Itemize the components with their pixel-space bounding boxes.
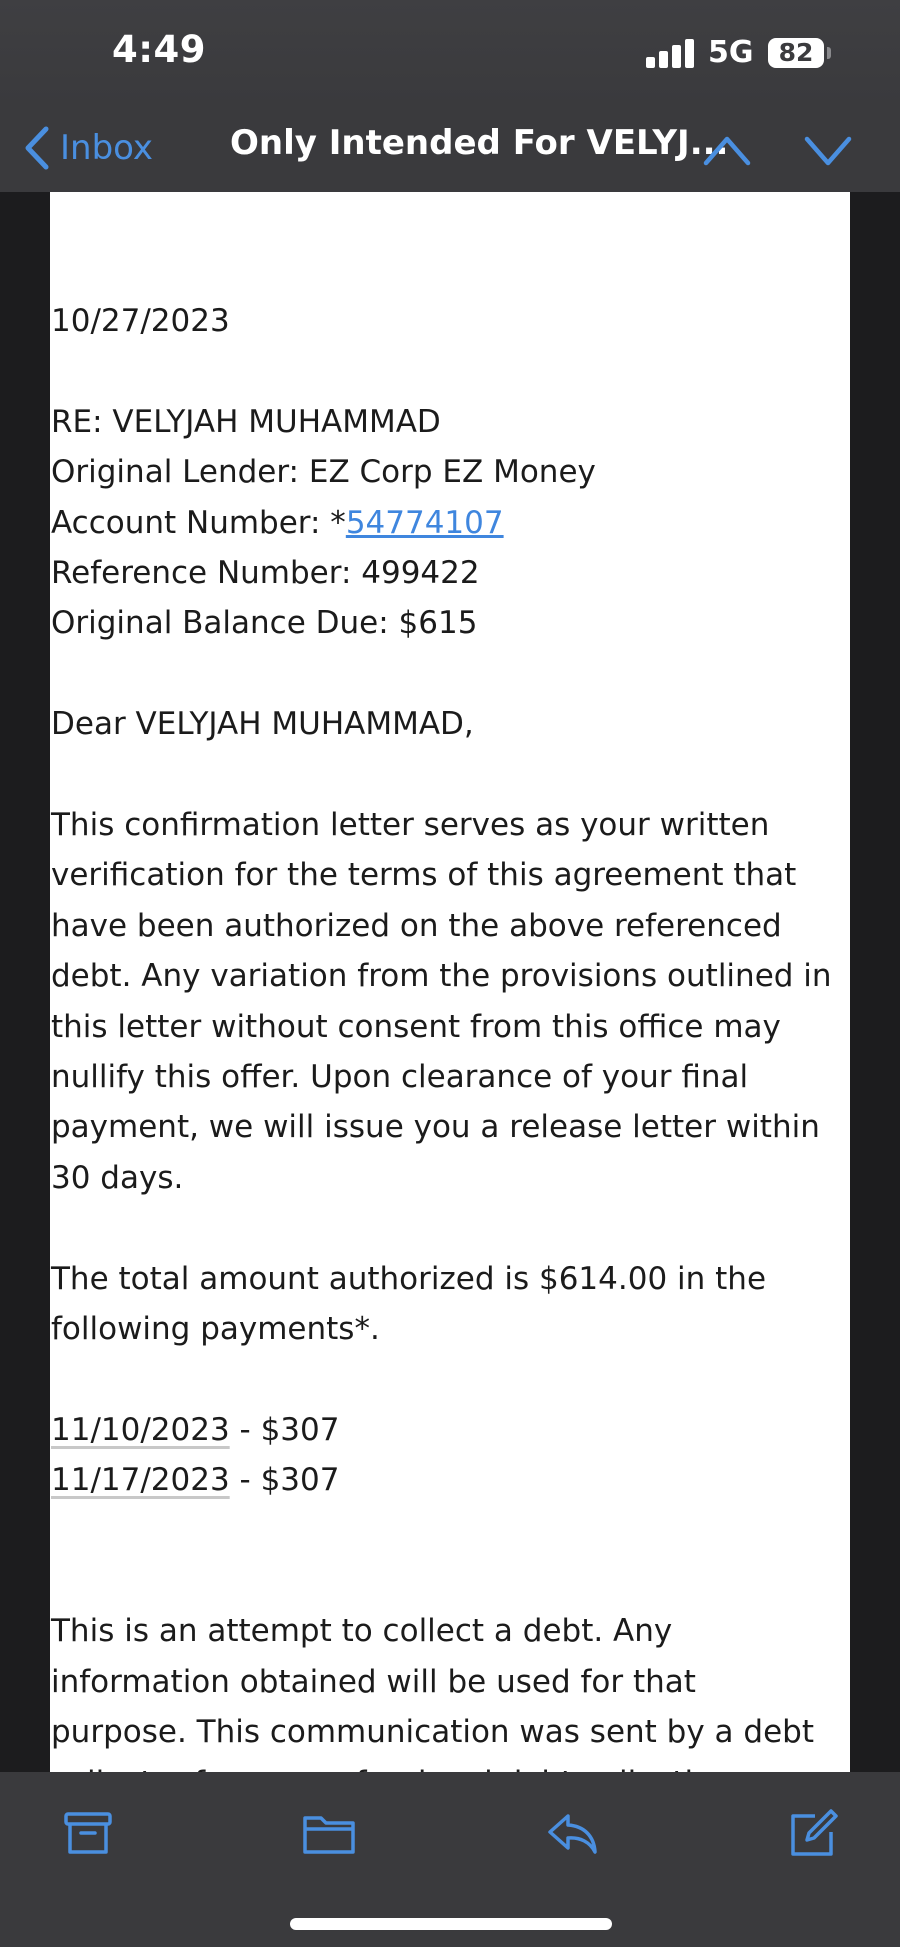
paragraph-line: debt. Any variation from the provisions outlined in: [51, 958, 832, 995]
paragraph-line: verification for the terms of this agreement that: [51, 857, 797, 894]
archive-icon: [60, 1806, 116, 1862]
chevron-down-icon: [804, 127, 852, 171]
email-subject-title: Only Intended For VELYJ...: [230, 123, 729, 163]
paragraph-line: 30 days.: [51, 1159, 184, 1196]
paragraph-line: purpose. This communication was sent by a debt: [51, 1714, 814, 1751]
re-line: RE: VELYJAH MUHAMMAD: [51, 403, 441, 440]
next-message-button[interactable]: [804, 127, 852, 175]
email-content: [51, 296, 851, 1808]
reply-icon: [544, 1806, 600, 1862]
paragraph-line: payment, we will issue you a release letter within: [51, 1109, 820, 1146]
account-number-link[interactable]: 54774107: [345, 504, 504, 541]
battery-icon: [768, 38, 824, 68]
paragraph-line: This is an attempt to collect a debt. Any: [51, 1613, 673, 1650]
payment-line: [51, 1455, 851, 1505]
paragraph-line: nullify this offer. Upon clearance of your final: [51, 1059, 749, 1096]
folder-icon: [301, 1806, 357, 1862]
back-to-inbox-button[interactable]: [24, 121, 153, 175]
status-time: 4:49: [112, 28, 207, 71]
home-indicator[interactable]: [290, 1918, 612, 1930]
compose-icon: [785, 1806, 841, 1862]
battery-tip: [827, 47, 831, 59]
paragraph-line: The total amount authorized is $614.00 in the: [51, 1260, 767, 1297]
original-lender-line: Original Lender: EZ Corp EZ Money: [51, 454, 596, 491]
move-to-folder-button[interactable]: [301, 1806, 357, 1862]
original-balance-line: Original Balance Due: $615: [51, 605, 478, 642]
archive-button[interactable]: [60, 1806, 116, 1862]
account-number-line: [51, 498, 851, 548]
email-body[interactable]: [50, 192, 850, 1772]
reference-number-line: Reference Number: 499422: [51, 555, 480, 592]
reply-button[interactable]: [544, 1806, 600, 1862]
chevron-up-icon: [703, 127, 751, 171]
previous-message-button[interactable]: [703, 127, 751, 175]
payment-date-link[interactable]: 11/10/2023: [51, 1411, 230, 1448]
payment-amount: - $307: [229, 1411, 340, 1448]
account-number-label: Account Number: *: [51, 504, 346, 541]
payment-date-link[interactable]: 11/17/2023: [51, 1462, 230, 1499]
network-type-label: 5G: [708, 35, 754, 70]
paragraph-line: this letter without consent from this office may: [51, 1008, 781, 1045]
cellular-signal-icon: [646, 38, 696, 68]
back-label: Inbox: [60, 128, 154, 168]
compose-button[interactable]: [785, 1806, 841, 1862]
greeting-line: Dear VELYJAH MUHAMMAD,: [51, 706, 474, 743]
payment-line: [51, 1405, 851, 1455]
paragraph-line: following payments*.: [51, 1311, 380, 1348]
payment-amount: - $307: [229, 1462, 340, 1499]
navigation-bar: [0, 105, 900, 192]
battery-level-label: 82: [778, 38, 814, 67]
paragraph-line: information obtained will be used for that: [51, 1663, 696, 1700]
paragraph-line: This confirmation letter serves as your written: [51, 807, 770, 844]
letter-date: 10/27/2023: [51, 303, 230, 339]
chevron-left-icon: [24, 126, 50, 170]
paragraph-line: have been authorized on the above referenced: [51, 907, 782, 944]
status-bar: [0, 0, 900, 105]
